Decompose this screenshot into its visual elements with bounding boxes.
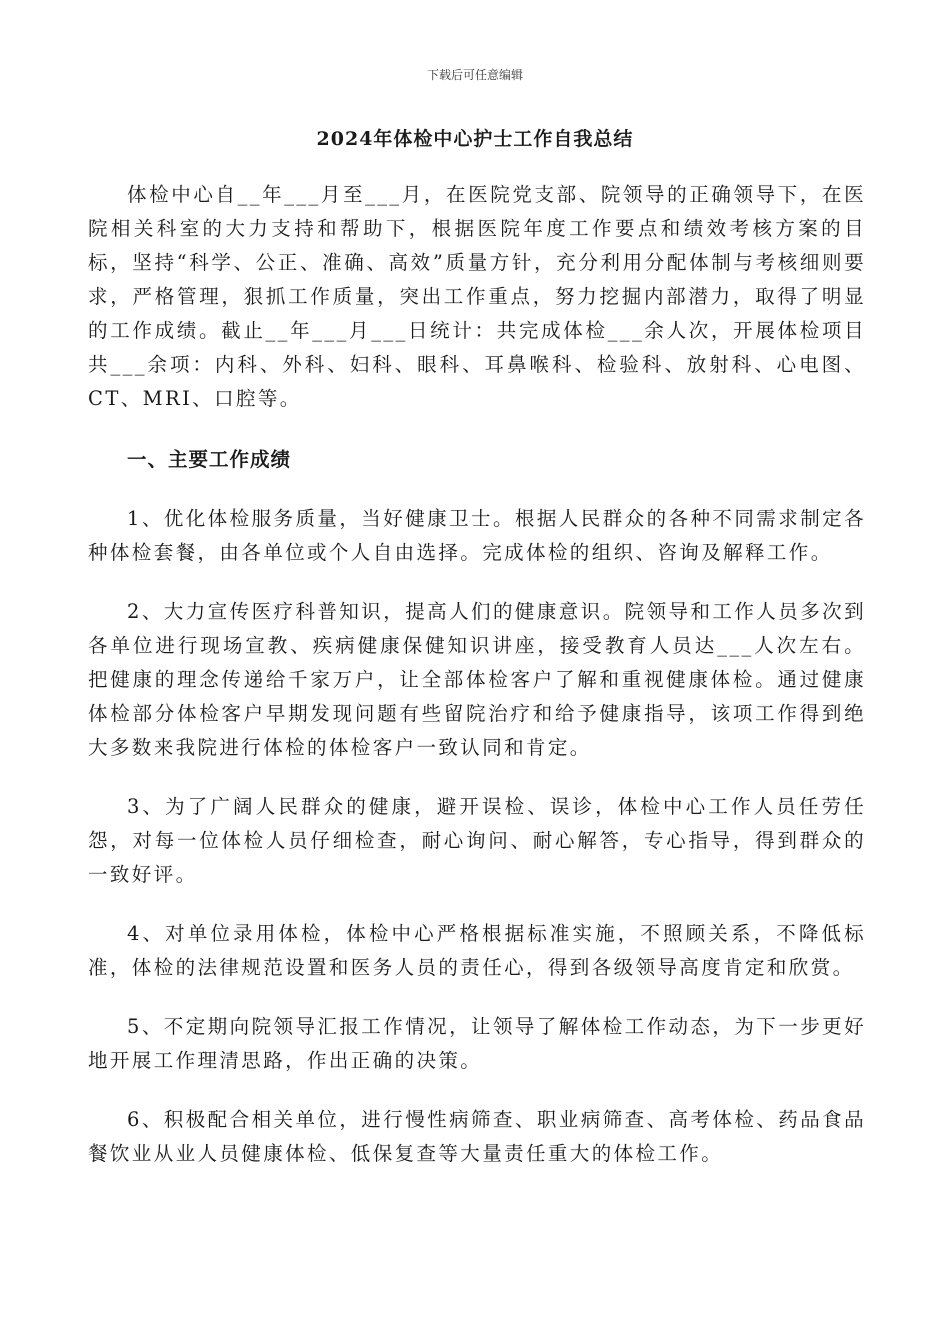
achievement-item-4: 4、对单位录用体检，体检中心严格根据标准实施，不照顾关系，不降低标准，体检的法律规范设置和医务人员的责任心，得到各级领导高度肯定和欣赏。	[88, 922, 866, 979]
document-body	[88, 178, 866, 1171]
achievement-item-3: 3、为了广阔人民群众的健康，避开误检、误诊，体检中心工作人员任劳任怨，对每一位体检人员仔细检查，耐心询问、耐心解答，专心指导，得到群众的一致好评。	[88, 795, 866, 886]
intro-paragraph: 体检中心自__年___月至___月，在医院党支部、院领导的正确领导下，在医院相关科室的大力支持和帮助下，根据医院年度工作要点和绩效考核方案的目标，坚持“科学、公正、准确、高效”质量方针，充分利用分配体制与考核细则要求，严格管理，狠抓工作质量，突出工作重点，努力挖掘内部潜力，取得了明显的工作成绩。截止__年___月___日统计：共完成体检___余人次，开展体检项目共___余项：内科、外科、妇科、眼科、耳鼻喉科、检验科、放射科、心电图、CT、MRI、口腔等。	[88, 183, 866, 410]
section-heading-main-achievements: 一、主要工作成绩	[127, 448, 292, 471]
achievement-item-5: 5、不定期向院领导汇报工作情况，让领导了解体检工作动态，为下一步更好地开展工作理清思路，作出正确的决策。	[88, 1015, 866, 1072]
header-note: 下载后可任意编辑	[426, 68, 523, 82]
achievement-item-6: 6、积极配合相关单位，进行慢性病筛查、职业病筛查、高考体检、药品食品餐饮业从业人员健康体检、低保复查等大量责任重大的体检工作。	[88, 1108, 866, 1165]
achievement-item-2: 2、大力宣传医疗科普知识，提高人们的健康意识。院领导和工作人员多次到各单位进行现场宣教、疾病健康保健知识讲座，接受教育人员达___人次左右。把健康的理念传递给千家万户，让全部体检客户了解和重视健康体检。通过健康体检部分体检客户早期发现问题有些留院治疗和给予健康指导，该项工作得到绝大多数来我院进行体检的体检客户一致认同和肯定。	[88, 600, 866, 759]
document-title: 2024年体检中心护士工作自我总结	[316, 128, 634, 150]
achievement-item-1: 1、优化体检服务质量，当好健康卫士。根据人民群众的各种不同需求制定各种体检套餐，由各单位或个人自由选择。完成体检的组织、咨询及解释工作。	[88, 507, 866, 564]
